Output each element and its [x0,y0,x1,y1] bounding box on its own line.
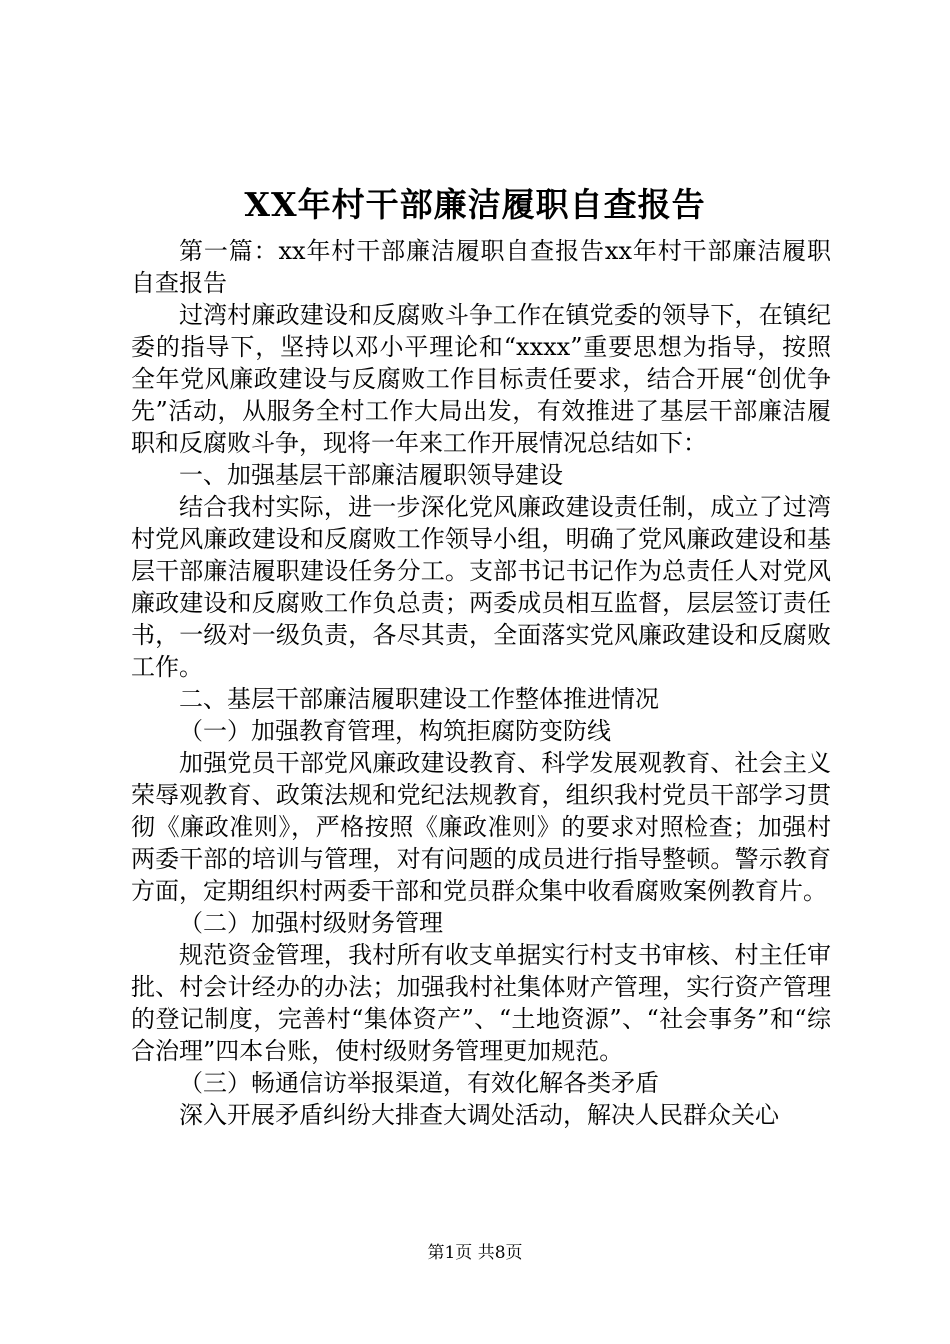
subsection-heading-2: （二）加强村级财务管理 [179,909,443,937]
subsection-heading-3: （三）畅通信访举报渠道，有效化解各类矛盾 [179,1069,659,1097]
section-heading-1: 一、加强基层干部廉洁履职领导建设 [179,461,563,489]
paragraph-subsection-1: 加强党员干部党风廉政建设教育、科学发展观教育、社会主义荣辱观教育、政策法规和党纪法规教育，组织我村党员干部学习贯彻《廉政准则》，严格按照《廉政准则》的要求对照检查；加强村两委干部的培训与管理，对有问题的成员进行指导整顿。警示教育方面，定期组织村两委干部和党员群众集中收看腐败案例教育片。 [131,749,831,905]
subsection-heading-1: （一）加强教育管理，构筑拒腐防变防线 [179,717,611,745]
paragraph-subsection-2: 规范资金管理，我村所有收支单据实行村支书审核、村主任审批、村会计经办的办法；加强我村社集体财产管理，实行资产管理的登记制度，完善村“集体资产”、“土地资源”、“社会事务”和“综合治理”四本台账，使村级财务管理更加规范。 [131,941,831,1065]
section-heading-2: 二、基层干部廉洁履职建设工作整体推进情况 [179,685,659,713]
page-footer: 第1页 共8页 [427,1243,523,1263]
document-title: XX年村干部廉洁履职自查报告 [244,185,706,224]
paragraph-intro: 第一篇：xx年村干部廉洁履职自查报告xx年村干部廉洁履职自查报告 [131,237,831,297]
document-body [131,235,831,1131]
paragraph-section-1: 结合我村实际，进一步深化党风廉政建设责任制，成立了过湾村党风廉政建设和反腐败工作领导小组，明确了党风廉政建设和基层干部廉洁履职建设任务分工。支部书记书记作为总责任人对党风廉政建设和反腐败工作负总责；两委成员相互监督，层层签订责任书，一级对一级负责，各尽其责，全面落实党风廉政建设和反腐败工作。 [131,493,831,681]
paragraph-overview: 过湾村廉政建设和反腐败斗争工作在镇党委的领导下，在镇纪委的指导下，坚持以邓小平理论和“xxxx”重要思想为指导，按照全年党风廉政建设与反腐败工作目标责任要求，结合开展“创优争先”活动，从服务全村工作大局出发，有效推进了基层干部廉洁履职和反腐败斗争，现将一年来工作开展情况总结如下： [131,301,831,457]
paragraph-subsection-3: 深入开展矛盾纠纷大排查大调处活动，解决人民群众关心 [179,1101,779,1129]
